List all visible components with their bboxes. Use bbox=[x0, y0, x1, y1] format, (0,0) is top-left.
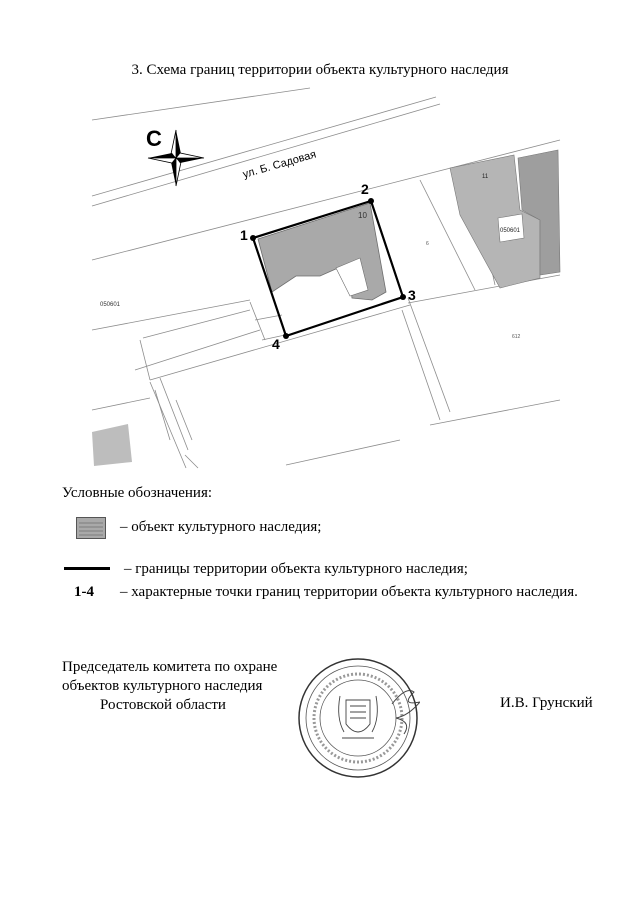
point-label-4: 4 bbox=[272, 336, 280, 352]
parcel-label-10: 10 bbox=[358, 211, 367, 220]
point-label-3: 3 bbox=[408, 287, 416, 303]
legend-item-points: – характерные точки границ территории объекта культурного наследия. bbox=[120, 584, 578, 600]
boundary-point-1 bbox=[250, 235, 256, 241]
boundary-point-2 bbox=[368, 198, 374, 204]
legend-item-boundary: – границы территории объекта культурного наследия; bbox=[124, 561, 468, 577]
signatory-position bbox=[62, 658, 277, 715]
parcel-label-050601-left: 050601 bbox=[100, 302, 121, 308]
boundary-point-3 bbox=[400, 294, 406, 300]
signatory-name: И.В. Грунский bbox=[500, 695, 593, 711]
parcel-label-612: 612 bbox=[512, 334, 521, 340]
legend-heading: Условные обозначения: bbox=[62, 485, 213, 501]
street-label: ул. Б. Садовая bbox=[241, 148, 318, 181]
boundary-point-4 bbox=[283, 333, 289, 339]
parcel-label-11: 11 bbox=[482, 174, 489, 180]
point-label-1: 1 bbox=[240, 227, 248, 243]
signatory-position-line-3: Ростовской области bbox=[100, 697, 226, 713]
neighbouring-buildings bbox=[92, 150, 560, 466]
parcel-label-050601-right: 050601 bbox=[500, 228, 521, 234]
official-seal-stamp bbox=[296, 656, 420, 780]
legend-item-heritage-object: – объект культурного наследия; bbox=[120, 519, 322, 535]
signatory-position-line-2: объектов культурного наследия bbox=[62, 678, 263, 694]
parcel-label-6: 6 bbox=[426, 241, 429, 247]
signatory-position-line-1: Председатель комитета по охране bbox=[62, 659, 278, 675]
point-label-2: 2 bbox=[361, 181, 369, 197]
territory-boundary-map bbox=[0, 80, 640, 480]
boundary-line-legend-icon bbox=[64, 567, 110, 570]
points-legend-symbol: 1-4 bbox=[74, 584, 94, 600]
cadastral-lines bbox=[92, 88, 560, 468]
page-title: 3. Схема границ территории объекта культурного наследия bbox=[131, 62, 509, 78]
north-label: С bbox=[146, 126, 162, 151]
heritage-object-legend-icon bbox=[76, 517, 106, 539]
